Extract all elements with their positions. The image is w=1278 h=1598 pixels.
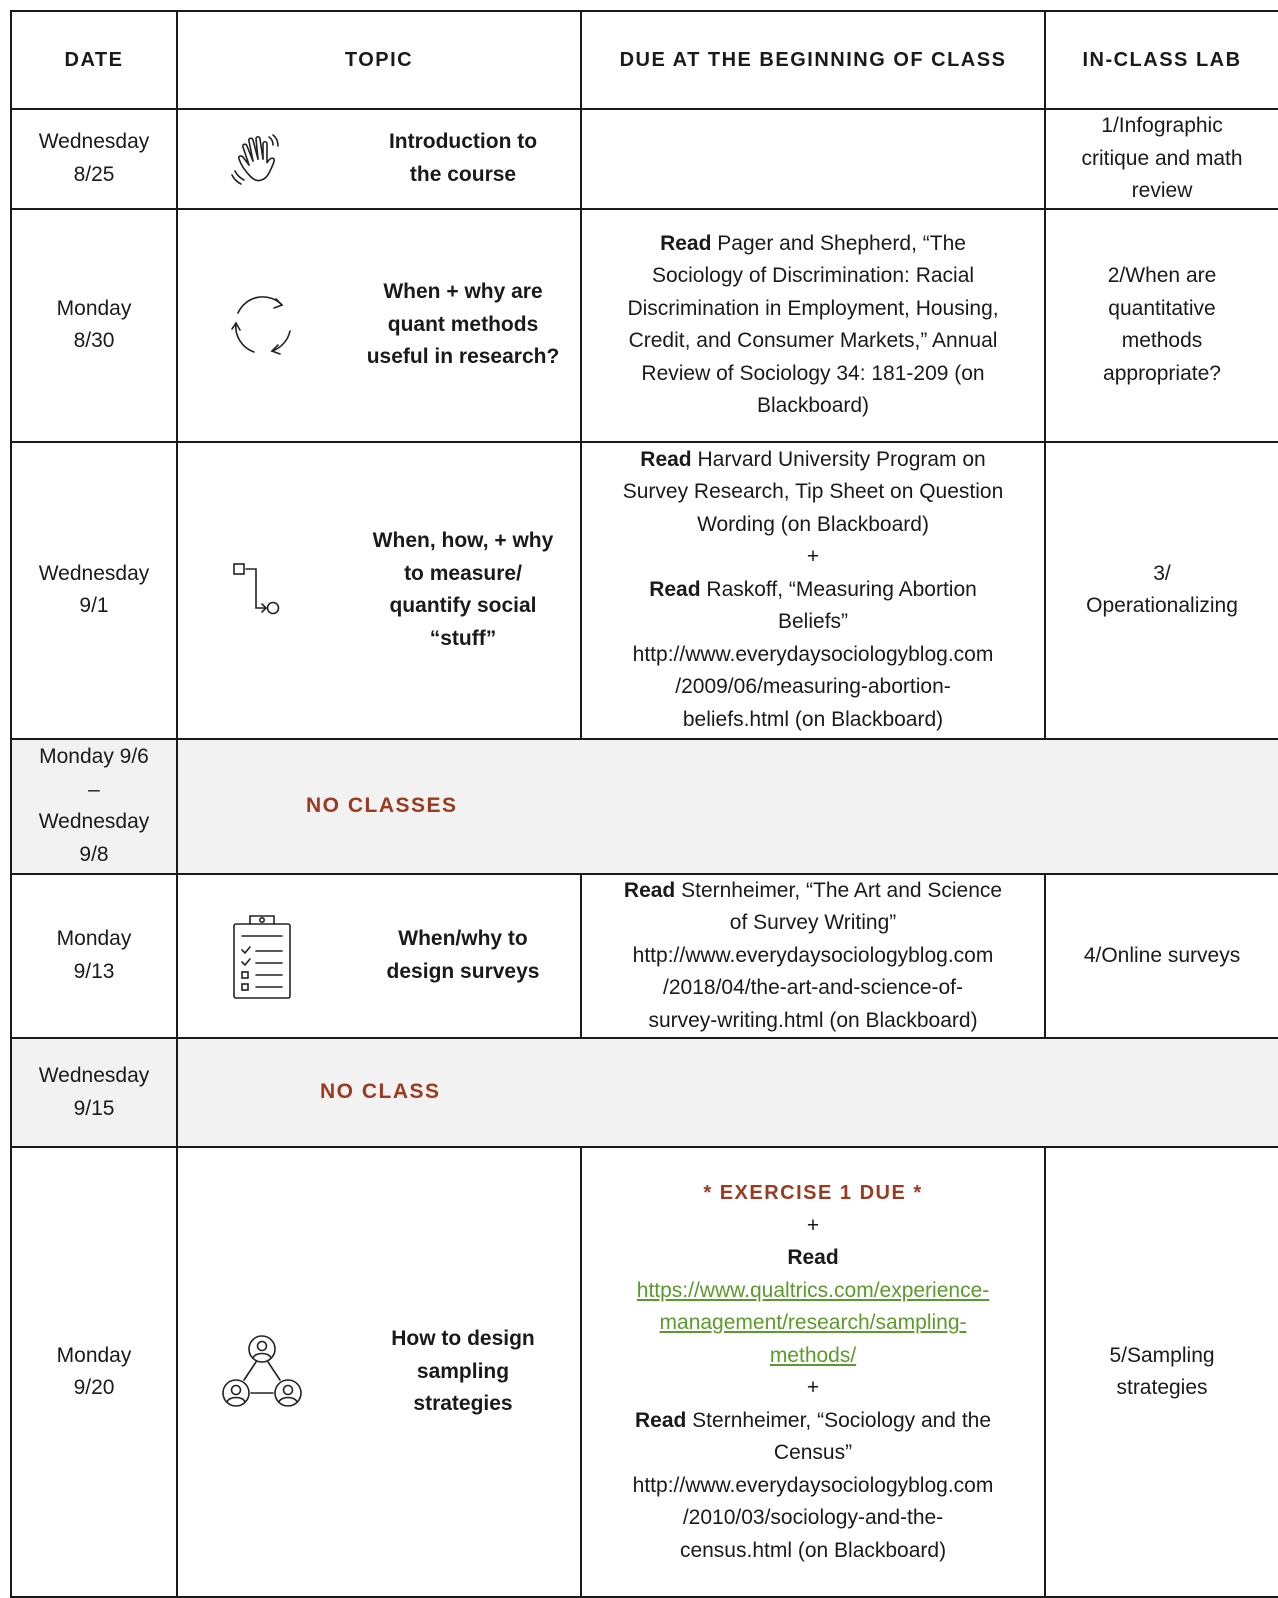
due-cell: Read Harvard University Program on Survey Research, Tip Sheet on Question Wording (on Blackboard) + Read Raskoff, “Measuring Abortion Beliefs” http://www.everydaysociologyblog.com /2009/06/measuring-abortion- beliefs.html (on Blackboard)	[581, 442, 1045, 739]
topic-title: When + why are quant methods useful in research?	[346, 209, 581, 442]
header-due: DUE AT THE BEGINNING OF CLASS	[581, 11, 1045, 109]
people-network-icon	[177, 1147, 346, 1597]
date-cell: Monday 9/6 – Wednesday 9/8	[11, 739, 177, 874]
lab-cell: 5/Sampling strategies	[1045, 1147, 1278, 1597]
table-row	[11, 209, 1278, 442]
date-cell: Wednesday 9/1	[11, 442, 177, 739]
flow-connector-icon	[177, 442, 346, 739]
topic-title: How to design sampling strategies	[346, 1147, 581, 1597]
table-row	[11, 1038, 1278, 1147]
topic-title: When/why to design surveys	[346, 874, 581, 1039]
exercise-due-badge: * EXERCISE 1 DUE *	[703, 1182, 923, 1204]
no-class-notice: NO CLASSES	[177, 739, 1278, 874]
lab-cell: 4/Online surveys	[1045, 874, 1278, 1039]
date-cell: Wednesday 8/25	[11, 109, 177, 209]
date-cell: Wednesday 9/15	[11, 1038, 177, 1147]
due-cell	[581, 109, 1045, 209]
topic-title: Introduction to the course	[346, 109, 581, 209]
header-topic: TOPIC	[177, 11, 581, 109]
clipboard-checklist-icon	[177, 874, 346, 1039]
header-date: DATE	[11, 11, 177, 109]
due-cell: Read Sternheimer, “The Art and Science of Survey Writing” http://www.everydaysociologyblog.com /2018/04/the-art-and-science-of- survey-writing.html (on Blackboard)	[581, 874, 1045, 1039]
table-row	[11, 1147, 1278, 1597]
schedule-table	[10, 10, 1278, 1598]
table-row	[11, 739, 1278, 874]
header-row	[11, 11, 1278, 109]
due-cell: * EXERCISE 1 DUE * + Read https://www.qualtrics.com/experience- management/research/sampling- methods/ + Read Sternheimer, “Sociology and the Census” http://www.everydaysociologyblog.com /2010/03/sociology-and-the- census.html (on Blackboard)	[581, 1147, 1045, 1597]
date-cell: Monday 9/13	[11, 874, 177, 1039]
qualtrics-link[interactable]: https://www.qualtrics.com/experience-	[636, 1278, 990, 1302]
topic-title: When, how, + why to measure/ quantify social “stuff”	[346, 442, 581, 739]
header-lab: IN-CLASS LAB	[1045, 11, 1278, 109]
lab-cell: 1/Infographic critique and math review	[1045, 109, 1278, 209]
waving-hand-icon	[177, 109, 346, 209]
date-cell: Monday 9/20	[11, 1147, 177, 1597]
no-class-notice: NO CLASS	[177, 1038, 1278, 1147]
table-row	[11, 109, 1278, 209]
date-cell: Monday 8/30	[11, 209, 177, 442]
lab-cell: 3/ Operationalizing	[1045, 442, 1278, 739]
refresh-cycle-icon	[177, 209, 346, 442]
table-row	[11, 442, 1278, 739]
lab-cell: 2/When are quantitative methods appropriate?	[1045, 209, 1278, 442]
table-row	[11, 874, 1278, 1039]
due-cell: Read Pager and Shepherd, “The Sociology of Discrimination: Racial Discrimination in Employment, Housing, Credit, and Consumer Markets,” Annual Review of Sociology 34: 181-209 (on Blackboard)	[581, 209, 1045, 442]
